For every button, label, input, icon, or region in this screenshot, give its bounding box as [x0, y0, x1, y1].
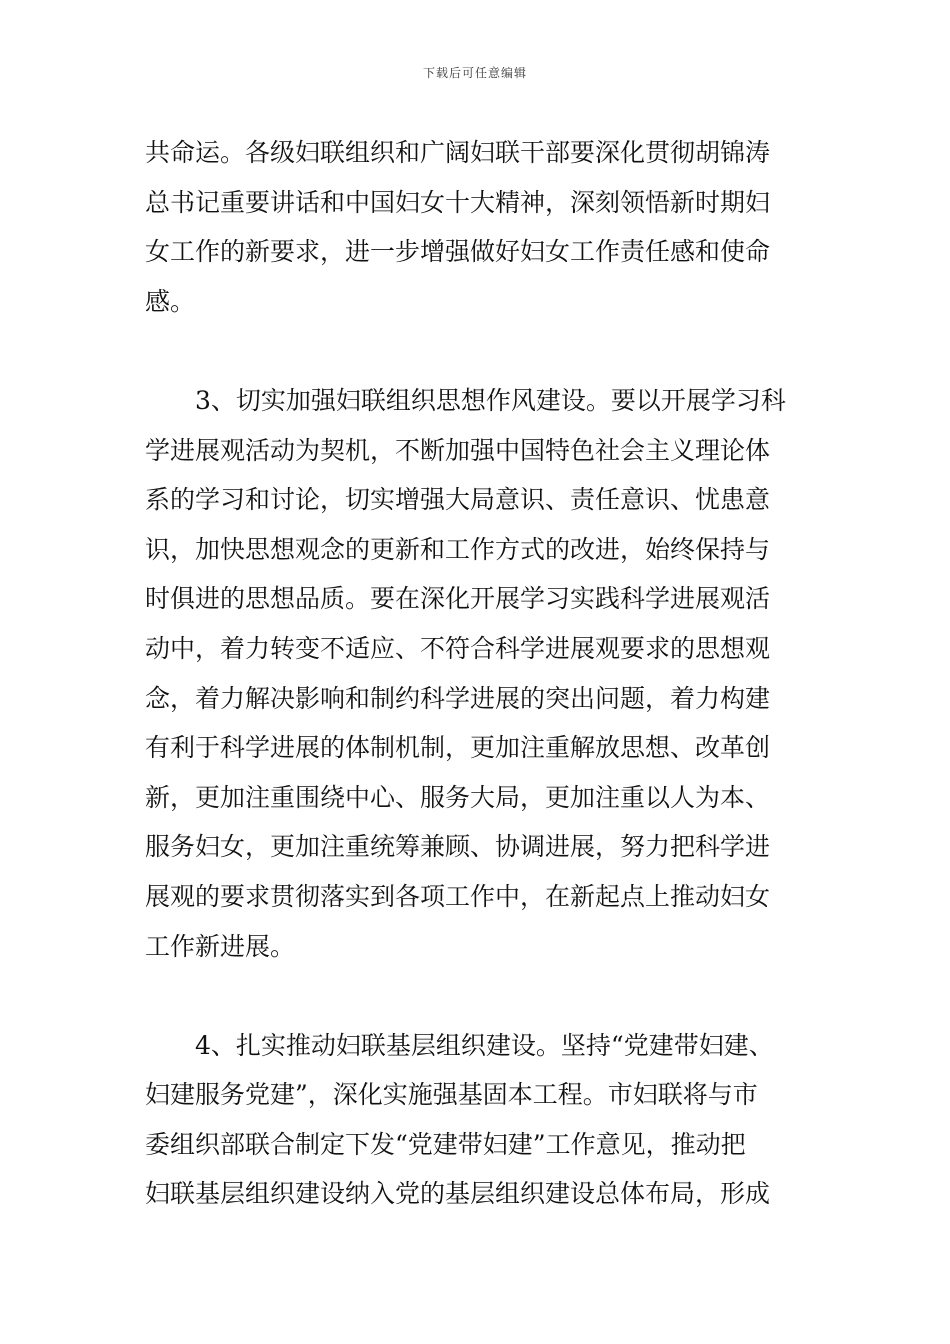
paragraph-gap [145, 326, 815, 376]
paragraph-3 [145, 1021, 815, 1219]
text-line: 感。 [145, 286, 196, 316]
document-body [145, 128, 815, 1219]
text-line: 女工作的新要求，进一步增强做好妇女工作责任感和使命 [145, 237, 771, 267]
page-header: 下载后可任意编辑 [422, 66, 527, 80]
text-line: 3、切实加强妇联组织思想作风建设。要以开展学习科 [145, 385, 786, 415]
text-line: 识，加快思想观念的更新和工作方式的改进，始终保持与 [145, 534, 771, 564]
text-line: 工作新进展。 [145, 931, 296, 961]
text-line: 学进展观活动为契机，不断加强中国特色社会主义理论体 [145, 435, 771, 465]
text-line: 有利于科学进展的体制机制，更加注重解放思想、改革创 [145, 733, 771, 763]
paragraph-gap [145, 971, 815, 1021]
paragraph-2 [145, 376, 815, 971]
text-line: 系的学习和讨论，切实增强大局意识、责任意识、忧患意 [145, 485, 771, 515]
text-line: 新，更加注重围绕中心、服务大局，更加注重以人为本、 [145, 782, 771, 812]
text-line: 共命运。各级妇联组织和广阔妇联干部要深化贯彻胡锦涛 [145, 138, 771, 167]
paragraph-1 [145, 128, 815, 326]
text-line: 委组织部联合制定下发“党建带妇建”工作意见，推动把 [145, 1129, 746, 1159]
text-line: 4、扎实推动妇联基层组织建设。坚持“党建带妇建、 [145, 1030, 774, 1060]
text-line: 妇建服务党建”，深化实施强基固本工程。市妇联将与市 [145, 1080, 758, 1110]
text-line: 展观的要求贯彻落实到各项工作中，在新起点上推动妇女 [145, 881, 771, 911]
text-line: 妇联基层组织建设纳入党的基层组织建设总体布局，形成 [145, 1179, 771, 1209]
text-line: 念，着力解决影响和制约科学进展的突出问题，着力构建 [145, 683, 771, 713]
text-line: 动中，着力转变不适应、不符合科学进展观要求的思想观 [145, 633, 771, 663]
text-line: 服务妇女，更加注重统筹兼顾、协调进展，努力把科学进 [145, 832, 771, 862]
text-line: 总书记重要讲话和中国妇女十大精神，深刻领悟新时期妇 [145, 187, 771, 217]
text-line: 时俱进的思想品质。要在深化开展学习实践科学进展观活 [145, 584, 771, 614]
